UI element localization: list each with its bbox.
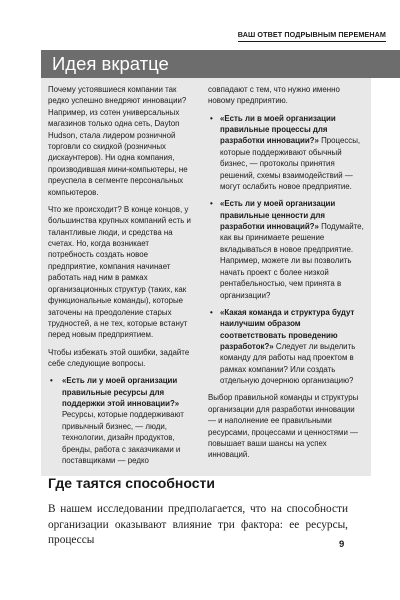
page-number: 9 (339, 539, 345, 550)
summary-right-column (208, 84, 364, 467)
question-text: «Какая команда и структура будут наилучшим образом соответствовать проведению разработок?» (220, 307, 355, 351)
summary-left-column (48, 84, 196, 472)
summary-paragraph: совпадают с тем, что нужно именно новому предприятию. (208, 85, 340, 106)
summary-title: Идея вкратце (41, 50, 400, 78)
question-explanation: Подумайте, как вы принимаете решение вкладываться в новое предприятие. Например, можете ли вы позволить начать проект с более низкой рентабельностью, чем принята в организации? (220, 222, 364, 300)
body-text: В нашем исследовании предполагается, что на способности организации оказывают влияние три фактора: ее ресурсы, процессы (48, 503, 348, 546)
question-explanation: Процессы, которые поддерживают обычный бизнес, — протоколы принятия решений, схемы взаимодействий — могут ослабить новое предприятие. (220, 136, 361, 192)
question-explanation: Ресурсы, которые поддерживают привычный бизнес, — люди, технологии, дизайн продуктов, бренды, работа с заказчиками и поставщиками — редко (62, 410, 184, 465)
section-title: Где таятся способности (48, 475, 215, 491)
question-list (48, 375, 196, 466)
summary-paragraph: Чтобы избежать этой ошибки, задайте себе следующие вопросы. (48, 347, 190, 368)
question-item-values (208, 198, 364, 301)
question-text: «Есть ли у моей организации правильные ресурсы для поддержки этой инновации?» (62, 376, 180, 408)
summary-paragraph: Почему устоявшиеся компании так редко успешно внедряют инновации? Например, из сотен универсальных магазинов только одна сеть, Dayton Hudson, стала лидером розничной торговли со скидкой (розничных дискаунтеров). Ни одна компания, производившая мини-компьютеры, не преуспела в сегменте персональных компьютеров. (48, 85, 188, 197)
question-item-team-structure (208, 307, 364, 387)
summary-paragraph: Выбор правильной команды и структуры организации для разработки инновации — и наполнение ее правильными ресурсами, процессами и ценностями — повышает ваши шансы на успех инноваций. (208, 393, 359, 460)
running-header: ВАШ ОТВЕТ ПОДРЫВНЫМ ПЕРЕМЕНАМ (238, 30, 386, 42)
summary-paragraph: Что же происходит? В конце концов, у большинства крупных компаний есть и талантливые люди, и средства на счетах. Но, когда возникает потребность создать новое предприятие, компания начинает работать над ним в рамках организационных структур (таких, как функциональные команды), которые заточены на преодоление старых трудностей, а не тех, которые встанут перед новым предприятием. (48, 204, 191, 340)
question-item-processes (208, 113, 364, 193)
question-text: «Есть ли в моей организации правильные процессы для разработки инновации?» (220, 113, 336, 146)
question-explanation: Следует ли выделить команду для работы над проектом в рамках компании? Или создать отдельную дочернюю организацию? (220, 341, 356, 386)
question-item-resources (48, 375, 196, 466)
question-text: «Есть ли у моей организации правильные ценности для разработки инноваций?» (220, 199, 336, 232)
question-list (208, 113, 364, 387)
